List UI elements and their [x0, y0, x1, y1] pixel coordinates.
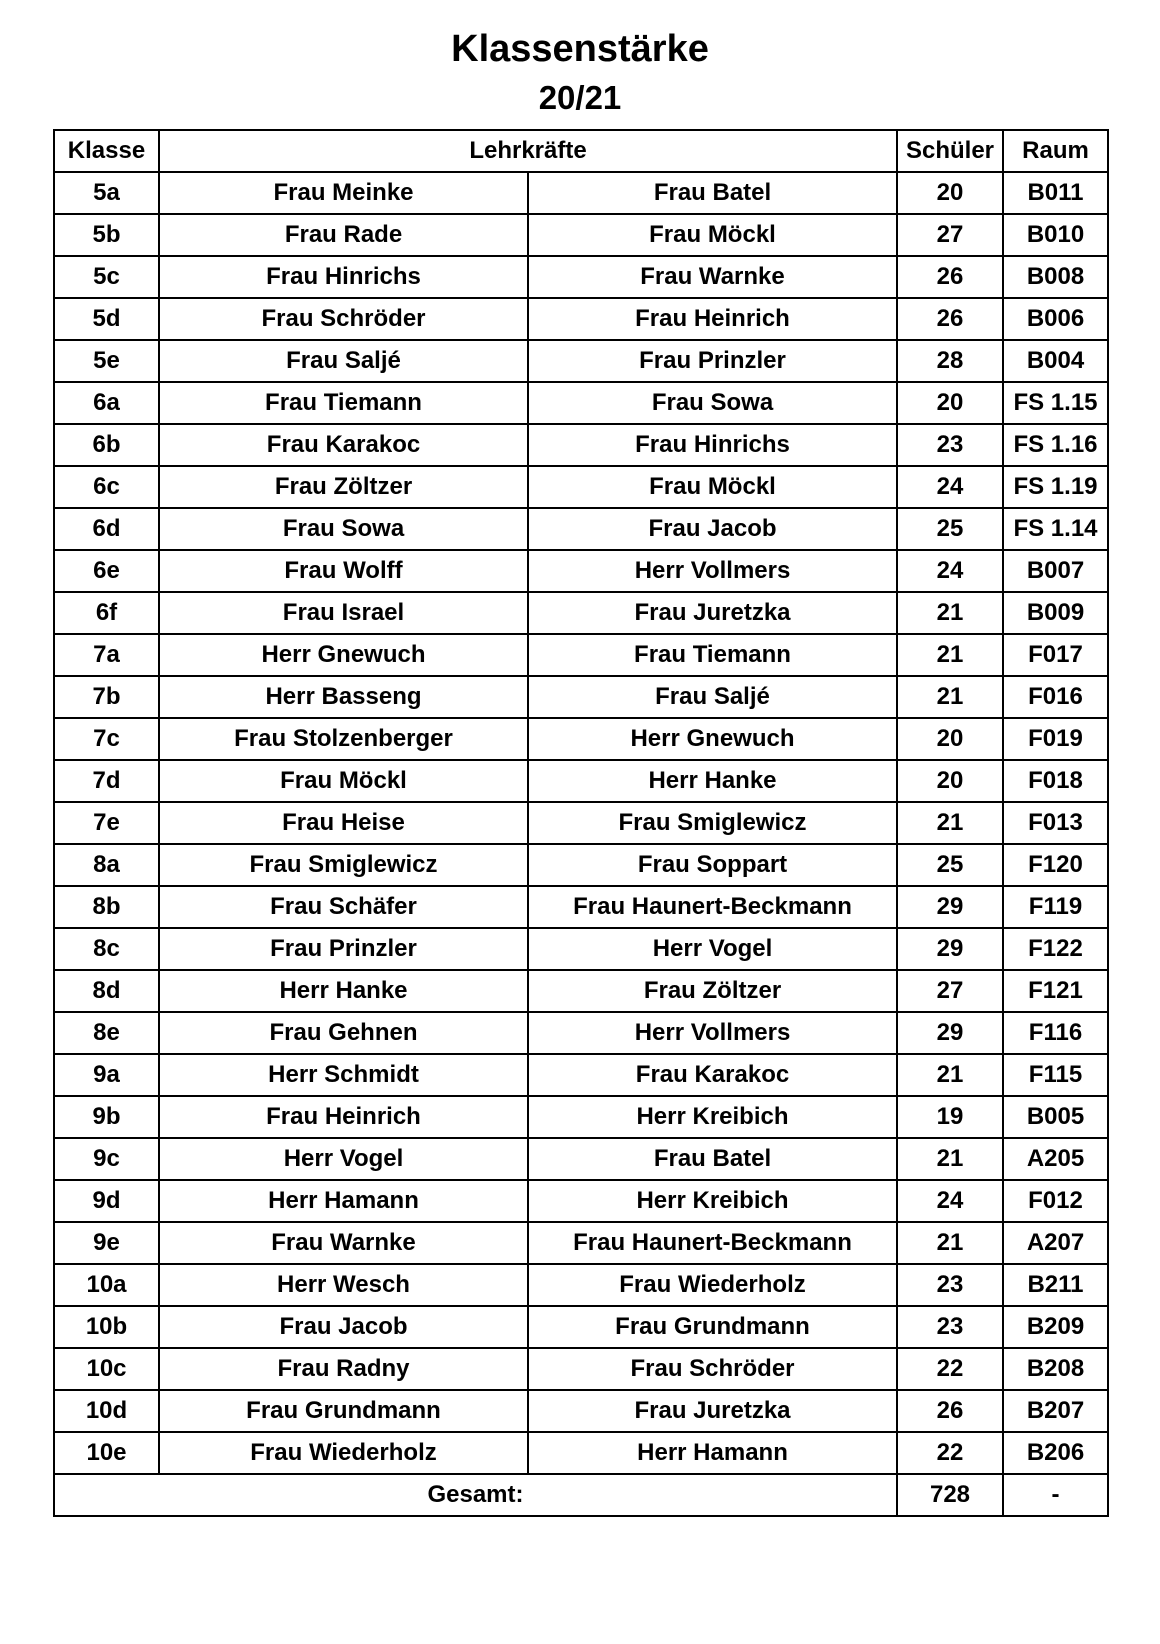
cell-schueler: 21 [897, 634, 1003, 676]
cell-teacher-1: Frau Möckl [159, 760, 528, 802]
cell-raum: B005 [1003, 1096, 1108, 1138]
page-title: Klassenstärke [451, 28, 709, 70]
cell-raum: B211 [1003, 1264, 1108, 1306]
cell-teacher-2: Herr Hamann [528, 1432, 897, 1474]
cell-schueler: 23 [897, 1264, 1003, 1306]
cell-raum: F012 [1003, 1180, 1108, 1222]
cell-schueler: 22 [897, 1348, 1003, 1390]
cell-raum: A207 [1003, 1222, 1108, 1264]
cell-schueler: 20 [897, 382, 1003, 424]
cell-teacher-1: Frau Radny [159, 1348, 528, 1390]
cell-teacher-1: Frau Sowa [159, 508, 528, 550]
table-row [54, 340, 1108, 382]
cell-klasse: 7c [54, 718, 159, 760]
cell-teacher-1: Herr Hanke [159, 970, 528, 1012]
total-row [54, 1474, 1108, 1516]
cell-teacher-2: Frau Zöltzer [528, 970, 897, 1012]
cell-klasse: 7e [54, 802, 159, 844]
cell-teacher-1: Frau Saljé [159, 340, 528, 382]
cell-schueler: 21 [897, 1138, 1003, 1180]
cell-klasse: 10e [54, 1432, 159, 1474]
cell-raum: B011 [1003, 172, 1108, 214]
table-row [54, 1138, 1108, 1180]
cell-teacher-2: Frau Tiemann [528, 634, 897, 676]
cell-raum: B006 [1003, 298, 1108, 340]
cell-klasse: 6f [54, 592, 159, 634]
cell-raum: F122 [1003, 928, 1108, 970]
table-row [54, 256, 1108, 298]
cell-schueler: 24 [897, 550, 1003, 592]
cell-teacher-2: Frau Warnke [528, 256, 897, 298]
cell-klasse: 6a [54, 382, 159, 424]
cell-teacher-1: Frau Karakoc [159, 424, 528, 466]
cell-teacher-1: Frau Heinrich [159, 1096, 528, 1138]
table-row [54, 1054, 1108, 1096]
cell-schueler: 27 [897, 970, 1003, 1012]
table-row [54, 172, 1108, 214]
cell-teacher-1: Frau Schröder [159, 298, 528, 340]
cell-teacher-2: Herr Hanke [528, 760, 897, 802]
table-row [54, 214, 1108, 256]
cell-raum: FS 1.15 [1003, 382, 1108, 424]
table-row [54, 1306, 1108, 1348]
class-size-table [53, 129, 1109, 1517]
cell-raum: B004 [1003, 340, 1108, 382]
cell-raum: F017 [1003, 634, 1108, 676]
cell-teacher-1: Herr Wesch [159, 1264, 528, 1306]
cell-klasse: 5a [54, 172, 159, 214]
cell-raum: B008 [1003, 256, 1108, 298]
cell-teacher-2: Herr Kreibich [528, 1096, 897, 1138]
cell-raum: A205 [1003, 1138, 1108, 1180]
header-schueler: Schüler [897, 130, 1003, 172]
table-row [54, 592, 1108, 634]
cell-teacher-2: Frau Saljé [528, 676, 897, 718]
cell-raum: F018 [1003, 760, 1108, 802]
cell-teacher-2: Frau Sowa [528, 382, 897, 424]
cell-klasse: 8d [54, 970, 159, 1012]
cell-teacher-1: Frau Rade [159, 214, 528, 256]
cell-schueler: 22 [897, 1432, 1003, 1474]
cell-klasse: 9c [54, 1138, 159, 1180]
cell-teacher-2: Frau Soppart [528, 844, 897, 886]
cell-teacher-2: Frau Möckl [528, 466, 897, 508]
cell-teacher-1: Frau Gehnen [159, 1012, 528, 1054]
cell-raum: F119 [1003, 886, 1108, 928]
cell-teacher-2: Herr Vollmers [528, 550, 897, 592]
cell-schueler: 21 [897, 802, 1003, 844]
cell-teacher-2: Frau Grundmann [528, 1306, 897, 1348]
cell-teacher-2: Frau Heinrich [528, 298, 897, 340]
cell-teacher-1: Frau Jacob [159, 1306, 528, 1348]
cell-raum: FS 1.16 [1003, 424, 1108, 466]
cell-schueler: 26 [897, 298, 1003, 340]
cell-raum: F121 [1003, 970, 1108, 1012]
table-row [54, 844, 1108, 886]
table-row [54, 886, 1108, 928]
table-row [54, 1390, 1108, 1432]
cell-teacher-1: Frau Zöltzer [159, 466, 528, 508]
cell-raum: FS 1.19 [1003, 466, 1108, 508]
cell-teacher-1: Frau Prinzler [159, 928, 528, 970]
cell-schueler: 26 [897, 1390, 1003, 1432]
cell-raum: F120 [1003, 844, 1108, 886]
cell-raum: F019 [1003, 718, 1108, 760]
cell-teacher-1: Frau Heise [159, 802, 528, 844]
cell-teacher-2: Herr Kreibich [528, 1180, 897, 1222]
cell-schueler: 29 [897, 928, 1003, 970]
table-row [54, 1012, 1108, 1054]
cell-raum: B208 [1003, 1348, 1108, 1390]
table-row [54, 382, 1108, 424]
cell-klasse: 7b [54, 676, 159, 718]
header-klasse: Klasse [54, 130, 159, 172]
cell-teacher-2: Frau Juretzka [528, 592, 897, 634]
cell-schueler: 21 [897, 676, 1003, 718]
cell-schueler: 23 [897, 424, 1003, 466]
cell-schueler: 27 [897, 214, 1003, 256]
table-row [54, 1264, 1108, 1306]
total-label: Gesamt: [54, 1474, 897, 1516]
cell-klasse: 9e [54, 1222, 159, 1264]
table-row [54, 550, 1108, 592]
cell-teacher-1: Herr Gnewuch [159, 634, 528, 676]
cell-teacher-1: Herr Vogel [159, 1138, 528, 1180]
cell-klasse: 5c [54, 256, 159, 298]
cell-schueler: 20 [897, 718, 1003, 760]
table-row [54, 928, 1108, 970]
cell-teacher-1: Frau Wiederholz [159, 1432, 528, 1474]
cell-klasse: 8e [54, 1012, 159, 1054]
table-row [54, 1222, 1108, 1264]
cell-teacher-2: Frau Batel [528, 172, 897, 214]
cell-teacher-2: Herr Vollmers [528, 1012, 897, 1054]
cell-klasse: 7d [54, 760, 159, 802]
table-row [54, 1180, 1108, 1222]
cell-klasse: 8c [54, 928, 159, 970]
cell-teacher-1: Frau Tiemann [159, 382, 528, 424]
cell-raum: B207 [1003, 1390, 1108, 1432]
cell-schueler: 21 [897, 1222, 1003, 1264]
cell-klasse: 6b [54, 424, 159, 466]
cell-teacher-2: Frau Schröder [528, 1348, 897, 1390]
cell-schueler: 25 [897, 844, 1003, 886]
cell-schueler: 20 [897, 172, 1003, 214]
table-row [54, 1432, 1108, 1474]
cell-teacher-2: Frau Haunert-Beckmann [528, 1222, 897, 1264]
cell-klasse: 10b [54, 1306, 159, 1348]
cell-raum: B206 [1003, 1432, 1108, 1474]
cell-schueler: 20 [897, 760, 1003, 802]
cell-klasse: 10d [54, 1390, 159, 1432]
cell-teacher-1: Herr Basseng [159, 676, 528, 718]
cell-teacher-1: Frau Smiglewicz [159, 844, 528, 886]
cell-schueler: 28 [897, 340, 1003, 382]
cell-teacher-2: Frau Wiederholz [528, 1264, 897, 1306]
cell-raum: F013 [1003, 802, 1108, 844]
cell-klasse: 6d [54, 508, 159, 550]
cell-schueler: 24 [897, 466, 1003, 508]
cell-raum: F016 [1003, 676, 1108, 718]
cell-raum: B009 [1003, 592, 1108, 634]
cell-klasse: 8a [54, 844, 159, 886]
table-row [54, 424, 1108, 466]
total-schueler: 728 [897, 1474, 1003, 1516]
cell-teacher-2: Frau Karakoc [528, 1054, 897, 1096]
cell-teacher-1: Frau Hinrichs [159, 256, 528, 298]
cell-teacher-1: Frau Grundmann [159, 1390, 528, 1432]
table-row [54, 466, 1108, 508]
cell-klasse: 8b [54, 886, 159, 928]
cell-teacher-2: Frau Möckl [528, 214, 897, 256]
table-row [54, 676, 1108, 718]
cell-teacher-2: Frau Hinrichs [528, 424, 897, 466]
cell-teacher-1: Frau Wolff [159, 550, 528, 592]
cell-klasse: 9d [54, 1180, 159, 1222]
cell-klasse: 10a [54, 1264, 159, 1306]
cell-raum: B010 [1003, 214, 1108, 256]
cell-teacher-1: Frau Israel [159, 592, 528, 634]
table-row [54, 760, 1108, 802]
cell-schueler: 29 [897, 1012, 1003, 1054]
table-row [54, 802, 1108, 844]
cell-schueler: 21 [897, 592, 1003, 634]
cell-teacher-2: Frau Smiglewicz [528, 802, 897, 844]
header-lehrkraefte: Lehrkräfte [159, 130, 897, 172]
cell-teacher-2: Frau Juretzka [528, 1390, 897, 1432]
cell-schueler: 19 [897, 1096, 1003, 1138]
cell-raum: F115 [1003, 1054, 1108, 1096]
header-row [54, 130, 1108, 172]
cell-klasse: 9b [54, 1096, 159, 1138]
table-row [54, 718, 1108, 760]
cell-teacher-1: Frau Stolzenberger [159, 718, 528, 760]
cell-schueler: 25 [897, 508, 1003, 550]
cell-schueler: 23 [897, 1306, 1003, 1348]
cell-teacher-1: Herr Hamann [159, 1180, 528, 1222]
cell-teacher-1: Herr Schmidt [159, 1054, 528, 1096]
cell-schueler: 29 [897, 886, 1003, 928]
table-row [54, 298, 1108, 340]
cell-klasse: 6e [54, 550, 159, 592]
cell-klasse: 5e [54, 340, 159, 382]
cell-teacher-2: Frau Haunert-Beckmann [528, 886, 897, 928]
cell-klasse: 5d [54, 298, 159, 340]
total-raum: - [1003, 1474, 1108, 1516]
cell-schueler: 26 [897, 256, 1003, 298]
cell-raum: B209 [1003, 1306, 1108, 1348]
cell-klasse: 7a [54, 634, 159, 676]
cell-schueler: 21 [897, 1054, 1003, 1096]
page-subtitle: 20/21 [538, 79, 622, 116]
cell-klasse: 10c [54, 1348, 159, 1390]
cell-teacher-1: Frau Meinke [159, 172, 528, 214]
cell-teacher-2: Frau Batel [528, 1138, 897, 1180]
cell-teacher-2: Frau Jacob [528, 508, 897, 550]
cell-klasse: 6c [54, 466, 159, 508]
cell-teacher-2: Herr Gnewuch [528, 718, 897, 760]
cell-teacher-1: Frau Warnke [159, 1222, 528, 1264]
cell-klasse: 9a [54, 1054, 159, 1096]
cell-klasse: 5b [54, 214, 159, 256]
table-row [54, 1348, 1108, 1390]
table-row [54, 970, 1108, 1012]
cell-teacher-2: Herr Vogel [528, 928, 897, 970]
cell-teacher-1: Frau Schäfer [159, 886, 528, 928]
table-row [54, 634, 1108, 676]
table-row [54, 1096, 1108, 1138]
table-body [54, 172, 1108, 1474]
cell-schueler: 24 [897, 1180, 1003, 1222]
cell-teacher-2: Frau Prinzler [528, 340, 897, 382]
header-raum: Raum [1003, 130, 1108, 172]
cell-raum: FS 1.14 [1003, 508, 1108, 550]
cell-raum: B007 [1003, 550, 1108, 592]
table-row [54, 508, 1108, 550]
cell-raum: F116 [1003, 1012, 1108, 1054]
